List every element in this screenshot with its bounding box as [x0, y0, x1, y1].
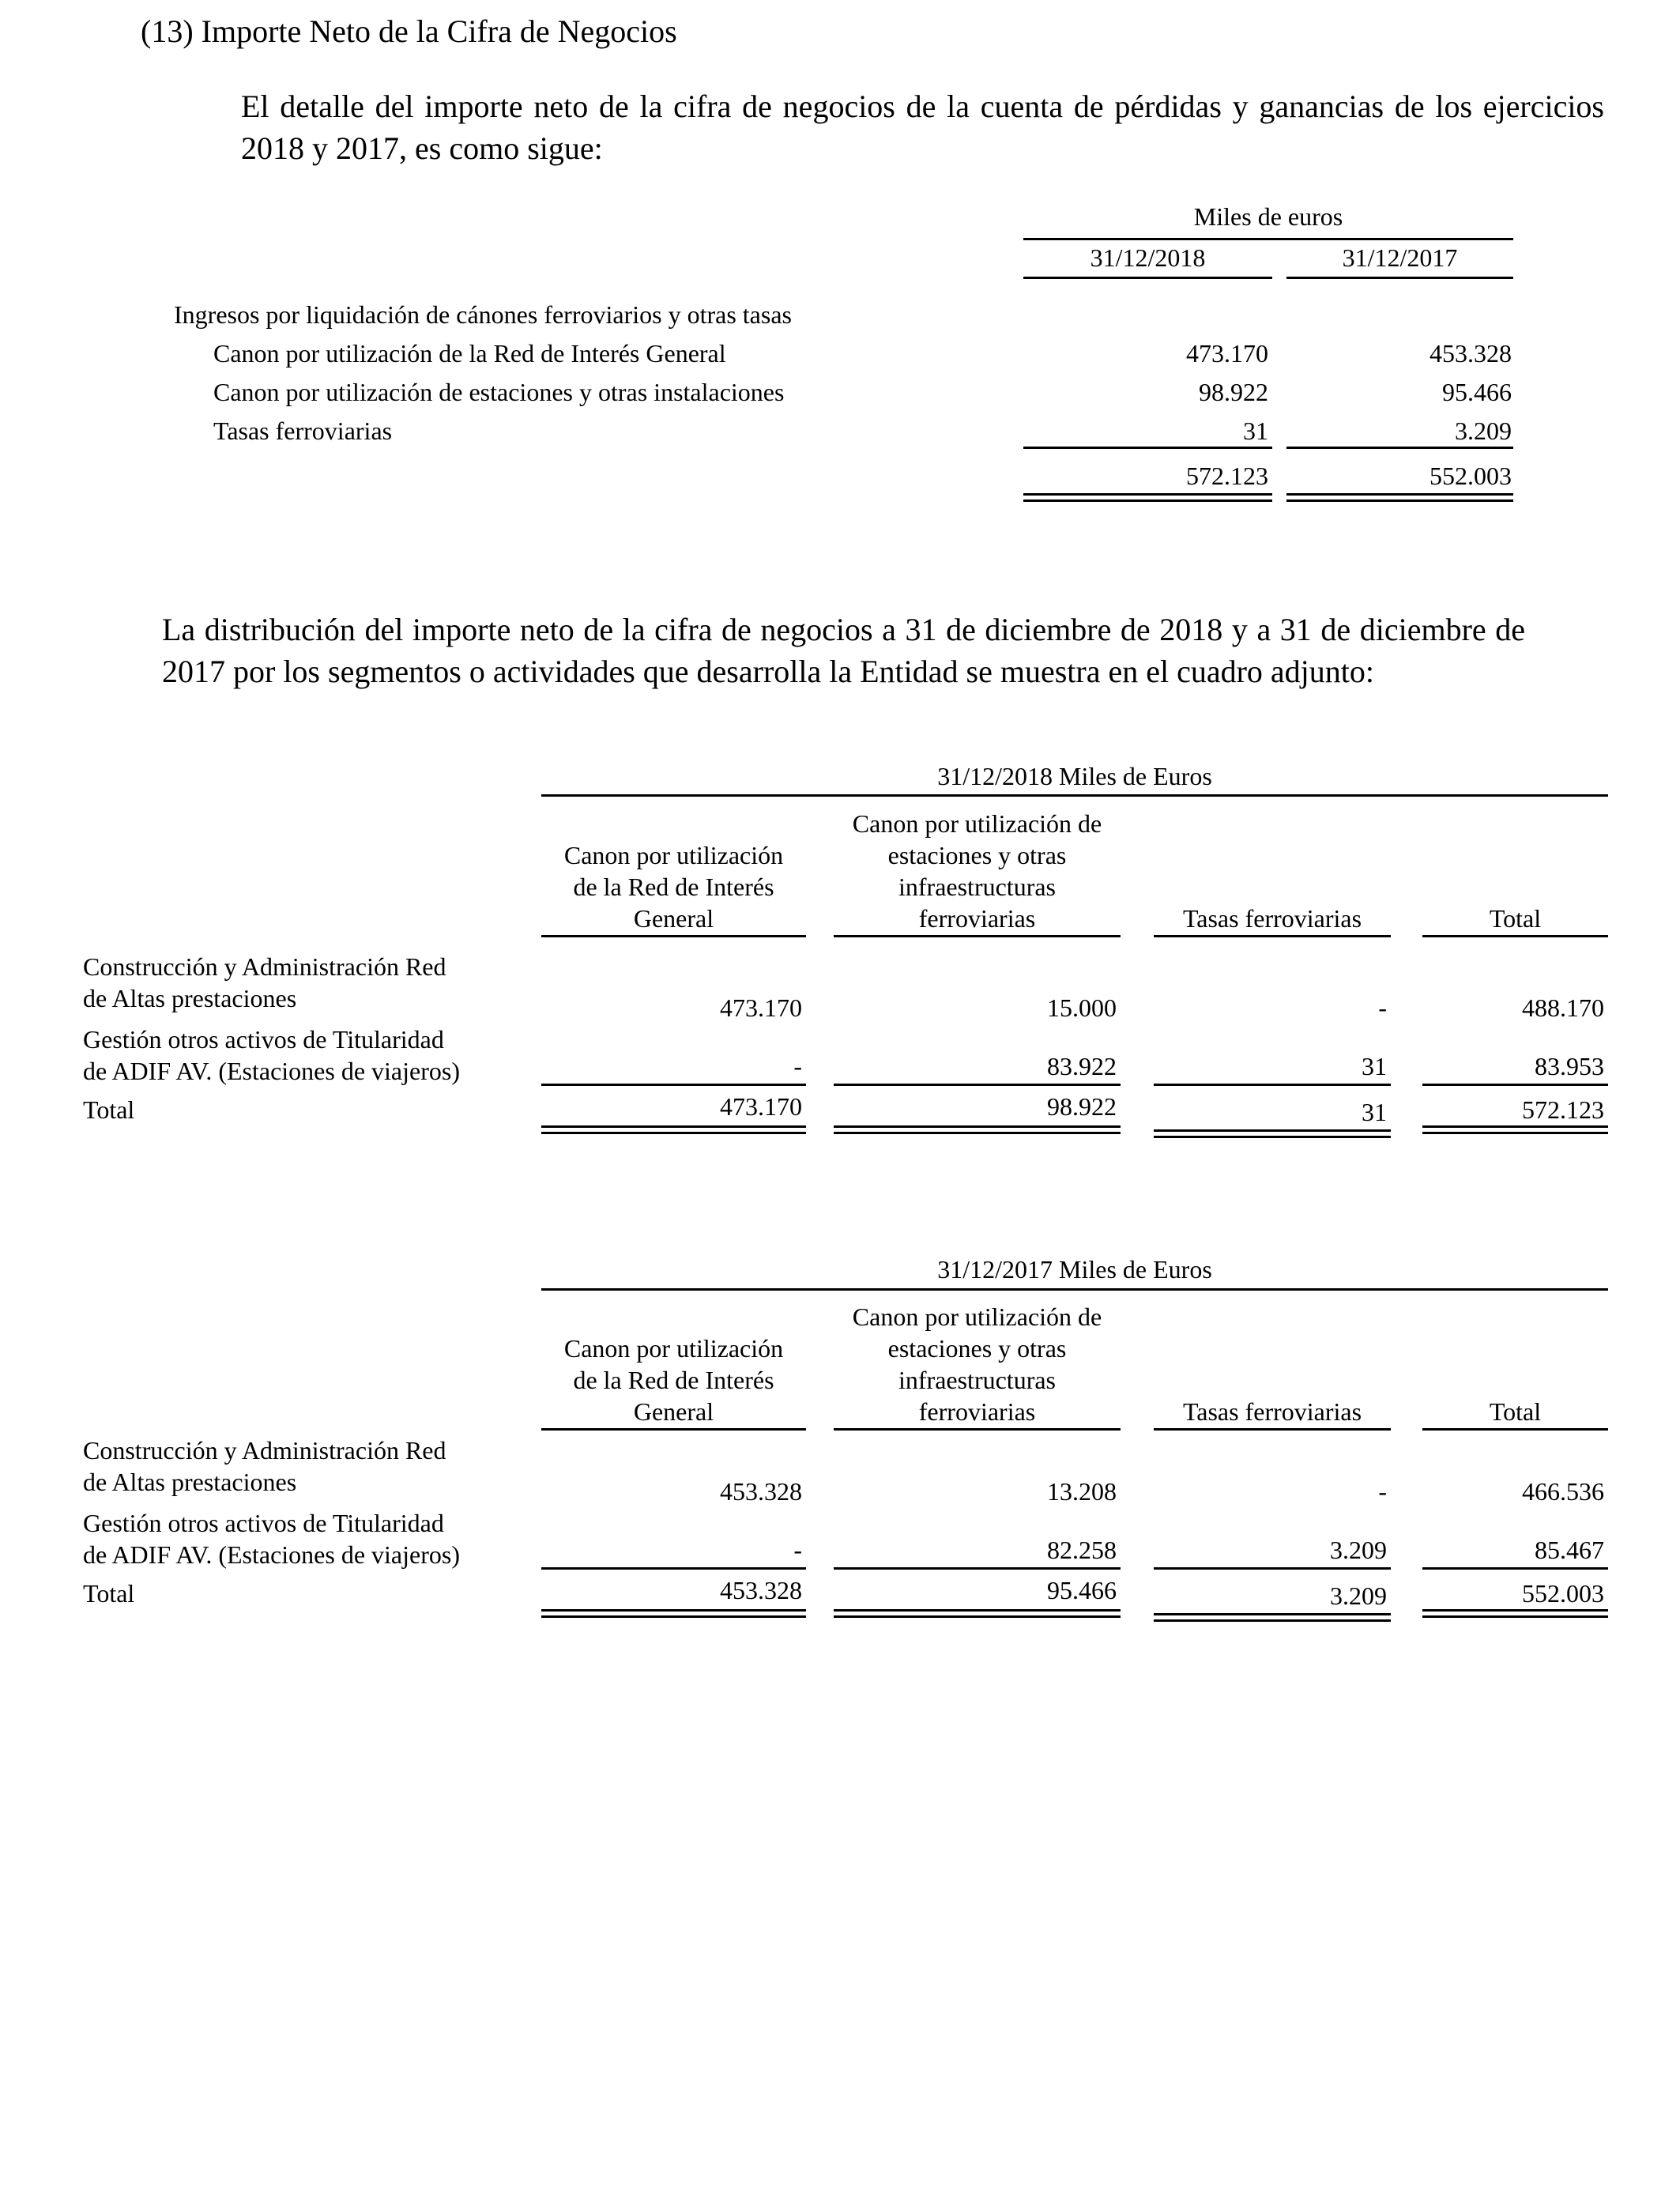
- gestion-estaciones: 82.258: [1047, 1536, 1117, 1564]
- total-double-rule-2018: [1023, 493, 1272, 502]
- gestion-total: 85.467: [1535, 1536, 1604, 1564]
- construccion-total: 466.536: [1522, 1477, 1604, 1506]
- col-header-total: Total: [1489, 904, 1542, 933]
- gestion-tasas: 3.209: [1330, 1536, 1387, 1564]
- segment-table-caption: 31/12/2017 Miles de Euros: [937, 1255, 1212, 1284]
- col-header-estaciones: Canon por utilización de estaciones y otras infraestructuras ferroviarias: [852, 809, 1102, 933]
- total-double-rule-2017: [1286, 493, 1513, 502]
- subtotal-rule-tasas: [1154, 1567, 1391, 1570]
- col-header-2017: 31/12/2017: [1342, 243, 1458, 272]
- header-rule-red: [541, 1428, 806, 1431]
- subtotal-rule-estaciones: [834, 1084, 1121, 1086]
- section-heading: (13) Importe Neto de la Cifra de Negocios: [141, 13, 677, 49]
- total-total: 552.003: [1522, 1579, 1604, 1608]
- row-label-total: Total: [83, 1579, 135, 1608]
- total-2017: 552.003: [1430, 462, 1512, 490]
- total-tasas: 31: [1362, 1098, 1387, 1126]
- row-tasas-2018: 31: [1243, 417, 1268, 445]
- subtotal-rule-2018: [1023, 447, 1272, 449]
- row-label-estaciones: Canon por utilización de estaciones y otras instalaciones: [213, 378, 785, 406]
- distribution-paragraph: La distribución del importe neto de la cifra de negocios a 31 de diciembre de 2018 y a 31 de diciembre de 2017 por los segmentos o actividades que desarrolla la Entidad se muestra en el cuadro adjunto:: [162, 612, 1525, 689]
- row-estaciones-2018: 98.922: [1199, 378, 1268, 406]
- unit-header-rule: [1023, 238, 1513, 240]
- header-rule-estaciones: [834, 935, 1121, 937]
- header-rule-estaciones: [834, 1428, 1121, 1431]
- construccion-tasas: -: [1378, 1477, 1387, 1506]
- gestion-red: -: [793, 1052, 802, 1080]
- total-tasas: 3.209: [1330, 1581, 1387, 1610]
- col-2018-header-rule: [1023, 277, 1272, 279]
- header-rule-red: [541, 935, 806, 937]
- row-label-red: Canon por utilización de la Red de Interés General: [213, 339, 726, 368]
- row-label-total: Total: [83, 1095, 135, 1124]
- subtotal-rule-2017: [1286, 447, 1513, 449]
- total-double-rule-red: [541, 1125, 806, 1134]
- header-rule-total: [1422, 1428, 1608, 1431]
- total-double-rule-red: [541, 1609, 806, 1618]
- subtotal-rule-total: [1422, 1084, 1608, 1086]
- gestion-total: 83.953: [1535, 1052, 1604, 1080]
- header-rule-total: [1422, 935, 1608, 937]
- row-estaciones-2017: 95.466: [1442, 378, 1512, 406]
- construccion-red: 473.170: [720, 993, 802, 1022]
- group-label: Ingresos por liquidación de cánones ferroviarios y otras tasas: [174, 300, 792, 329]
- row-red-2018: 473.170: [1186, 339, 1268, 368]
- total-estaciones: 98.922: [1047, 1092, 1117, 1121]
- segment-table-caption: 31/12/2018 Miles de Euros: [937, 762, 1212, 790]
- row-tasas-2017: 3.209: [1455, 417, 1512, 445]
- subtotal-rule-estaciones: [834, 1567, 1121, 1570]
- intro-paragraph: El detalle del importe neto de la cifra de negocios de la cuenta de pérdidas y ganancias de los ejercicios 2018 y 2017, es como sigue:: [241, 89, 1604, 166]
- total-red: 453.328: [720, 1576, 802, 1604]
- row-label-gestion: Gestión otros activos de Titularidad de ADIF AV. (Estaciones de viajeros): [83, 1025, 460, 1085]
- unit-header: Miles de euros: [1193, 202, 1343, 231]
- col-header-red: Canon por utilización de la Red de Interés General: [563, 841, 784, 933]
- gestion-red: -: [793, 1536, 802, 1564]
- gestion-tasas: 31: [1362, 1052, 1387, 1080]
- total-double-rule-total: [1422, 1609, 1608, 1618]
- subtotal-rule-red: [541, 1567, 806, 1570]
- col-2017-header-rule: [1286, 277, 1513, 279]
- total-double-rule-tasas: [1154, 1129, 1391, 1138]
- construccion-estaciones: 15.000: [1047, 993, 1117, 1022]
- caption-rule: [541, 1288, 1608, 1291]
- construccion-tasas: -: [1378, 993, 1387, 1022]
- col-header-tasas: Tasas ferroviarias: [1182, 1397, 1362, 1426]
- row-label-construccion: Construcción y Administración Red de Altas prestaciones: [83, 1436, 446, 1496]
- col-header-estaciones: Canon por utilización de estaciones y otras infraestructuras ferroviarias: [852, 1302, 1102, 1426]
- row-label-tasas: Tasas ferroviarias: [213, 417, 393, 445]
- total-total: 572.123: [1522, 1095, 1604, 1124]
- construccion-red: 453.328: [720, 1477, 802, 1506]
- header-rule-tasas: [1154, 1428, 1391, 1431]
- subtotal-rule-tasas: [1154, 1084, 1391, 1086]
- subtotal-rule-red: [541, 1084, 806, 1086]
- col-header-2018: 31/12/2018: [1090, 243, 1206, 272]
- construccion-estaciones: 13.208: [1047, 1477, 1117, 1506]
- row-red-2017: 453.328: [1430, 339, 1512, 368]
- col-header-total: Total: [1489, 1397, 1542, 1426]
- construccion-total: 488.170: [1522, 993, 1604, 1022]
- header-rule-tasas: [1154, 935, 1391, 937]
- col-header-red: Canon por utilización de la Red de Interés General: [563, 1334, 784, 1426]
- caption-rule: [541, 794, 1608, 797]
- col-header-tasas: Tasas ferroviarias: [1182, 904, 1362, 933]
- total-double-rule-tasas: [1154, 1613, 1391, 1622]
- gestion-estaciones: 83.922: [1047, 1052, 1117, 1080]
- row-label-construccion: Construcción y Administración Red de Altas prestaciones: [83, 952, 446, 1012]
- total-red: 473.170: [720, 1092, 802, 1121]
- total-double-rule-total: [1422, 1125, 1608, 1134]
- row-label-gestion: Gestión otros activos de Titularidad de ADIF AV. (Estaciones de viajeros): [83, 1509, 460, 1569]
- total-double-rule-estaciones: [834, 1125, 1121, 1134]
- total-double-rule-estaciones: [834, 1609, 1121, 1618]
- subtotal-rule-total: [1422, 1567, 1608, 1570]
- total-2018: 572.123: [1186, 462, 1268, 490]
- total-estaciones: 95.466: [1047, 1576, 1117, 1604]
